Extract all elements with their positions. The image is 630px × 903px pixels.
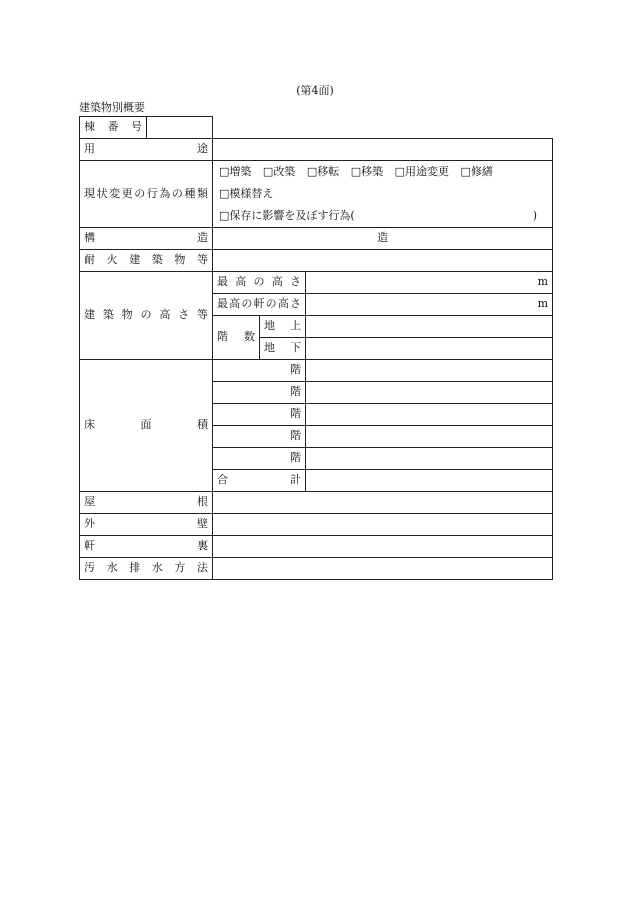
checkbox-transfer[interactable]: □移築 [350, 165, 384, 178]
change-options-line2 [219, 183, 548, 205]
fireproof-label: 耐火建築物等 [80, 250, 213, 272]
structure-label: 構造 [80, 228, 213, 250]
above-ground-label: 地上 [260, 316, 306, 338]
checkbox-use-change[interactable]: □用途変更 [394, 165, 450, 178]
floor-area-field-1[interactable] [306, 360, 553, 382]
floor-area-field-5[interactable] [306, 448, 553, 470]
eaves-back-field[interactable] [213, 536, 553, 558]
building-summary-table [79, 116, 553, 580]
max-eaves-field[interactable]: m [306, 294, 553, 316]
row-change-type [80, 161, 553, 228]
floor-unit-2: 階 [213, 382, 306, 404]
eaves-back-label: 軒裏 [80, 536, 213, 558]
floor-area-total-field[interactable] [306, 470, 553, 492]
floor-unit-5: 階 [213, 448, 306, 470]
structure-field[interactable]: 造 [213, 228, 553, 250]
change-options-line3: □保存に影響を及ぼす行為( ) [219, 205, 548, 227]
checkbox-repair[interactable]: □修繕 [460, 165, 493, 178]
total-label: 合計 [213, 470, 306, 492]
height-label: 建築物の高さ等 [80, 272, 213, 360]
row-roof [80, 492, 553, 514]
roof-label: 屋根 [80, 492, 213, 514]
floor-area-label: 床面積 [80, 360, 213, 492]
max-height-field[interactable]: m [306, 272, 553, 294]
max-eaves-label: 最高の軒の高さ [213, 294, 306, 316]
above-ground-field[interactable] [306, 316, 553, 338]
max-height-label: 最高の高さ [213, 272, 306, 294]
floors-label: 階数 [213, 316, 260, 360]
row-floor-area-1 [80, 360, 553, 382]
row-eaves-back [80, 536, 553, 558]
row-max-height [80, 272, 553, 294]
checkbox-addition[interactable]: □増築 [219, 165, 252, 178]
checkbox-remodel[interactable]: □模様替え [219, 187, 274, 200]
building-no-field[interactable] [147, 117, 213, 139]
floor-area-field-2[interactable] [306, 382, 553, 404]
sewage-field[interactable] [213, 558, 553, 580]
section-title: 建築物別概要 [79, 101, 145, 114]
row-structure [80, 228, 553, 250]
below-ground-field[interactable] [306, 338, 553, 360]
change-options-line1 [219, 161, 548, 183]
sewage-label: 汚水排水方法 [80, 558, 213, 580]
checkbox-preservation-impact[interactable]: □保存に影響を及ぼす行為( [219, 209, 355, 222]
use-field[interactable] [213, 139, 553, 161]
floor-area-field-4[interactable] [306, 426, 553, 448]
checkbox-rebuild[interactable]: □改築 [262, 165, 296, 178]
use-label: 用途 [80, 139, 213, 161]
outer-wall-field[interactable] [213, 514, 553, 536]
row-outer-wall [80, 514, 553, 536]
floor-area-field-3[interactable] [306, 404, 553, 426]
building-no-label: 棟番号 [80, 117, 147, 139]
below-ground-label: 地下 [260, 338, 306, 360]
row-building-no [80, 117, 553, 139]
roof-field[interactable] [213, 492, 553, 514]
row-fireproof [80, 250, 553, 272]
change-type-options [213, 161, 553, 228]
floor-unit-3: 階 [213, 404, 306, 426]
fireproof-field[interactable] [213, 250, 553, 272]
change-type-label: 現状変更の行為の種類 [80, 161, 213, 228]
floor-unit-4: 階 [213, 426, 306, 448]
page-label: (第4面) [296, 84, 334, 97]
checkbox-relocation[interactable]: □移転 [306, 165, 340, 178]
row-use [80, 139, 553, 161]
outer-wall-label: 外壁 [80, 514, 213, 536]
floor-unit-1: 階 [213, 360, 306, 382]
row-sewage [80, 558, 553, 580]
